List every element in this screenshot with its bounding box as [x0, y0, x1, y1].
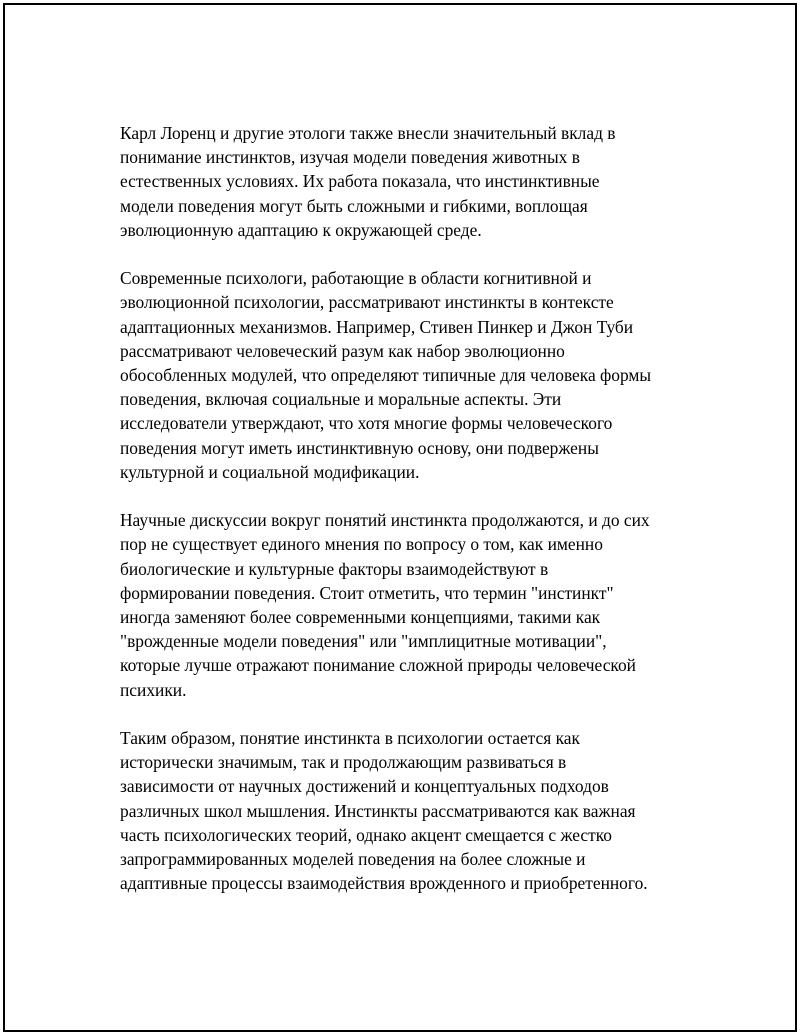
text-line: адаптивные процессы взаимодействия врожденного и приобретенного.	[120, 873, 648, 894]
text-line: пор не существует единого мнения по вопросу о том, как именно	[120, 534, 603, 555]
text-line: Научные дискуссии вокруг понятий инстинкта продолжаются, и до сих	[120, 510, 650, 531]
text-line: Современные психологи, работающие в области когнитивной и	[120, 268, 592, 289]
text-line: понимание инстинктов, изучая модели поведения животных в	[120, 147, 580, 168]
paragraph-scientific-discussions	[120, 508, 700, 702]
text-line: Карл Лоренц и другие этологи также внесли значительный вклад в	[120, 123, 616, 143]
text-line: иногда заменяют более современными концепциями, такими как	[120, 607, 601, 628]
paragraph-ethologists	[120, 121, 700, 242]
text-line: зависимости от научных достижений и концептуальных подходов	[120, 776, 609, 797]
text-line: поведения могут иметь инстинктивную основу, они подвержены	[120, 437, 599, 458]
text-line: адаптационных механизмов. Например, Стивен Пинкер и Джон Туби	[120, 316, 634, 337]
text-line: психики.	[120, 679, 187, 700]
text-line: которые лучше отражают понимание сложной природы человеческой	[120, 655, 636, 676]
text-line: эволюционной психологии, рассматривают инстинкты в контексте	[120, 292, 614, 313]
text-line: обособленных модулей, что определяют типичные для человека формы	[120, 365, 652, 386]
text-line: культурной и социальной модификации.	[120, 461, 420, 482]
text-line: исследователи утверждают, что хотя многие формы человеческого	[120, 413, 613, 434]
text-line: рассматривают человеческий разум как набор эволюционно	[120, 340, 565, 361]
text-body	[120, 121, 700, 920]
text-line: различных школ мышления. Инстинкты рассматриваются как важная	[120, 800, 636, 821]
paragraph-conclusion	[120, 726, 700, 895]
text-line: исторически значимым, так и продолжающим развиваться в	[120, 752, 567, 773]
text-line: модели поведения могут быть сложными и гибкими, воплощая	[120, 195, 588, 216]
text-line: естественных условиях. Их работа показала, что инстинктивные	[120, 171, 600, 192]
text-line: эволюционную адаптацию к окружающей среде.	[120, 219, 482, 240]
text-line: "врожденные модели поведения" или "имплицитные мотивации",	[120, 631, 607, 652]
text-line: запрограммированных моделей поведения на более сложные и	[120, 849, 586, 870]
text-line: поведения, включая социальные и моральные аспекты. Эти	[120, 389, 562, 410]
text-line: биологические и культурные факторы взаимодействуют в	[120, 558, 549, 579]
page-frame	[3, 3, 797, 1032]
text-line: часть психологических теорий, однако акцент смещается с жестко	[120, 824, 612, 845]
paragraph-modern-psychologists	[120, 266, 700, 484]
text-line: формировании поведения. Стоит отметить, что термин "инстинкт"	[120, 582, 614, 603]
text-line: Таким образом, понятие инстинкта в психологии остается как	[120, 728, 580, 749]
